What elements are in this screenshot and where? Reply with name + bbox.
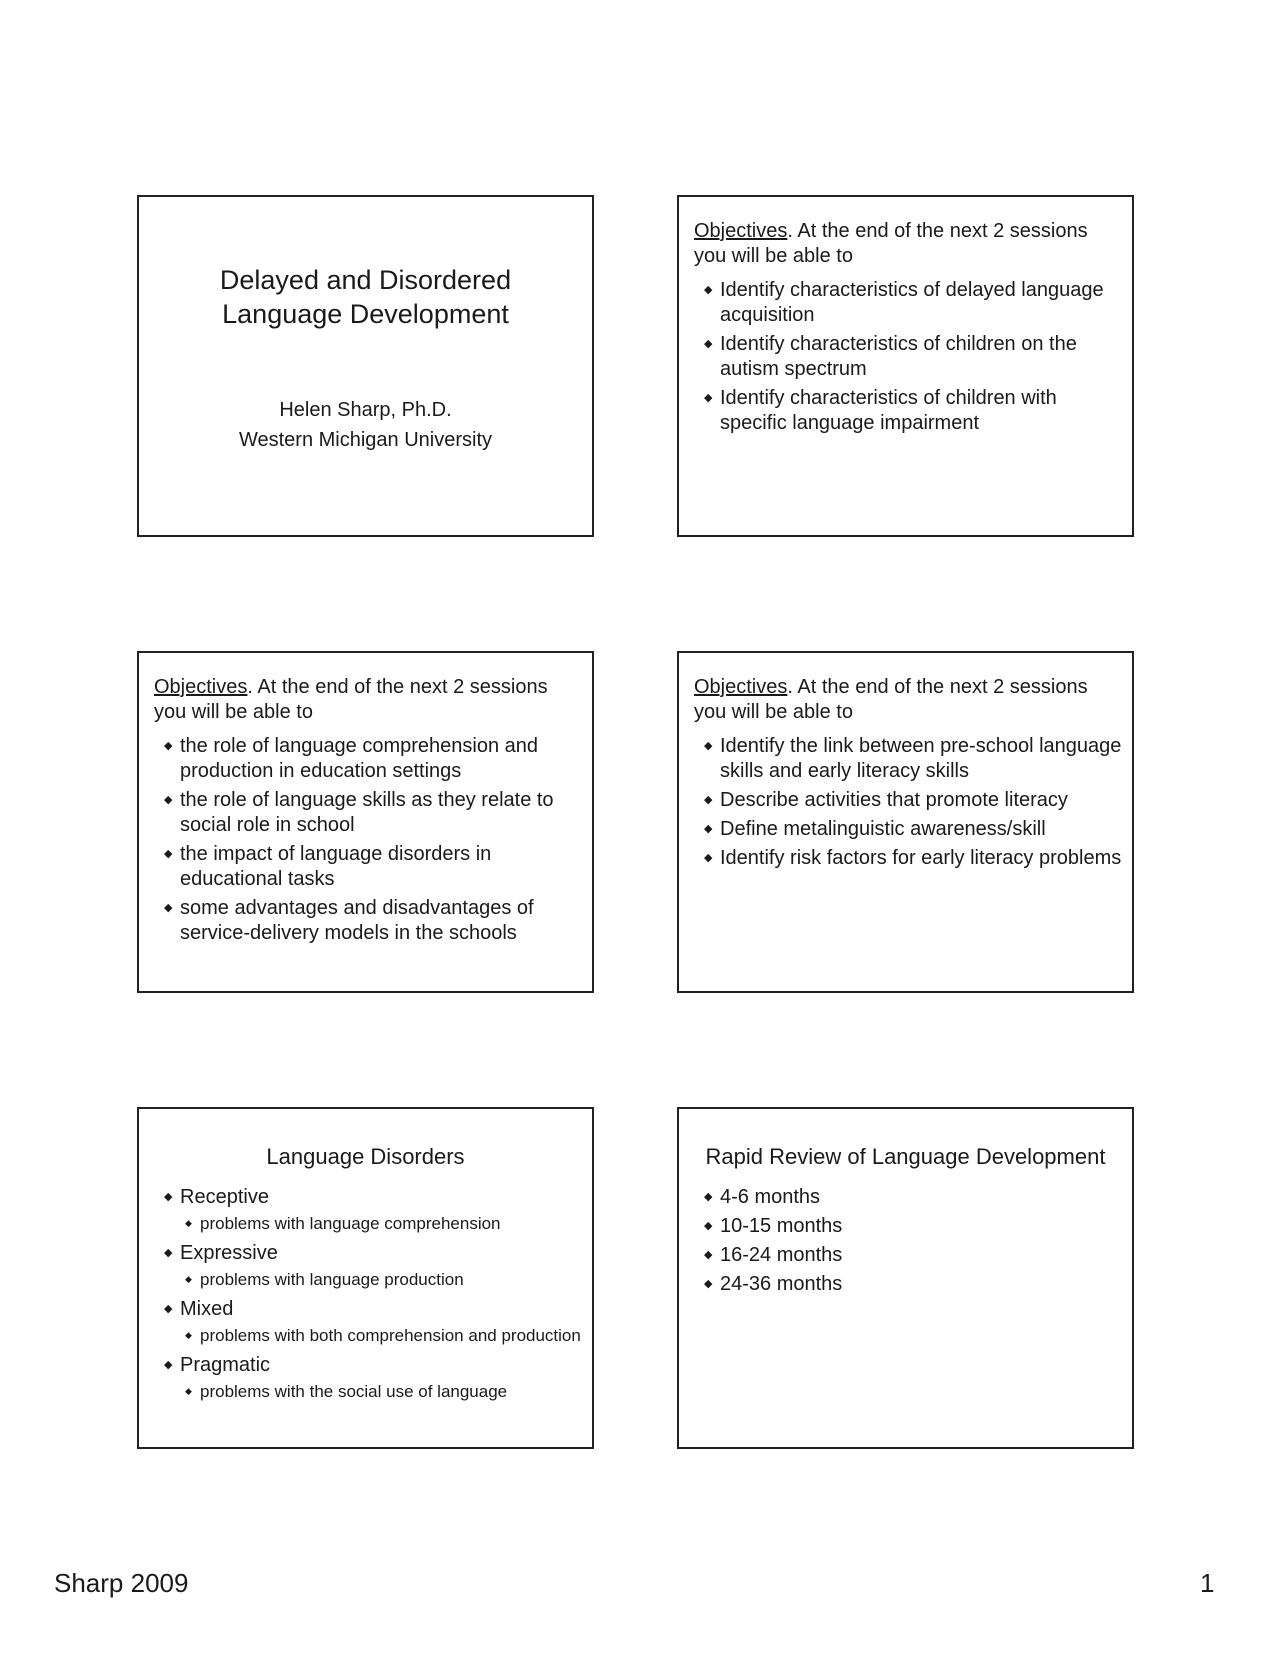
objectives-label: Objectives (154, 676, 248, 698)
slide-objectives-1 (677, 195, 1134, 537)
slide-language-disorders (137, 1107, 594, 1449)
objectives-heading (154, 675, 582, 725)
list-item: ◆ 10-15 months (704, 1215, 843, 1237)
bullet-diamond-icon: ◆ (704, 852, 713, 864)
bullet-diamond-icon: ◆ (164, 848, 173, 860)
bullet-diamond-icon: ◆ (185, 1274, 192, 1284)
bullet-diamond-icon: ◆ (185, 1386, 192, 1396)
bullet-diamond-icon: ◆ (704, 794, 713, 806)
list-item: ◆ Define metalinguistic awareness/skill (704, 818, 1046, 840)
list-item: ◆ Pragmatic (164, 1354, 271, 1376)
slide-title: Rapid Review of Language Development (705, 1144, 1106, 1169)
objectives-heading (694, 219, 1122, 269)
title-line-2: Language Development (222, 299, 509, 329)
objectives-label: Objectives (694, 676, 788, 698)
objectives-intro: . At the end of the next 2 sessions you will be able to (694, 676, 1088, 723)
bullet-diamond-icon: ◆ (164, 1191, 173, 1203)
list-item: ◆ Describe activities that promote literacy (704, 789, 1068, 811)
title-line-1: Delayed and Disordered (219, 265, 512, 295)
list-item: ◆ Identify characteristics of delayed language acquisition (704, 279, 1104, 326)
bullet-diamond-icon: ◆ (164, 794, 173, 806)
list-item: ◆ Identify the link between pre-school language skills and early literacy skills (704, 735, 1122, 782)
list-item: ◆ Identify risk factors for early literacy problems (704, 847, 1122, 869)
list-item: ◆ Expressive (164, 1242, 278, 1264)
bullet-list (163, 1185, 584, 1409)
bullet-diamond-icon: ◆ (704, 740, 713, 752)
bullet-diamond-icon: ◆ (704, 1278, 713, 1290)
bullet-list (703, 278, 1124, 440)
list-item: ◆ Identify characteristics of children on the autism spectrum (704, 333, 1077, 380)
objectives-intro: . At the end of the next 2 sessions you will be able to (154, 676, 548, 723)
list-item: ◆ the role of language skills as they relate to social role in school (164, 789, 554, 836)
slide-title: Language Disorders (266, 1144, 465, 1169)
sub-list-item: ◆ problems with language comprehension (185, 1214, 501, 1233)
page-number: 1 (1200, 1568, 1215, 1598)
bullet-diamond-icon: ◆ (704, 338, 713, 350)
author-name: Helen Sharp, Ph.D. (279, 399, 452, 421)
bullet-list (703, 734, 1124, 875)
bullet-list (163, 734, 584, 950)
list-item: ◆ 16-24 months (704, 1244, 843, 1266)
list-item: ◆ Receptive (164, 1186, 269, 1208)
list-item: ◆ Identify characteristics of children with specific language impairment (704, 387, 1057, 434)
list-item: ◆ the impact of language disorders in educational tasks (164, 843, 492, 890)
bullet-diamond-icon: ◆ (704, 392, 713, 404)
author-affiliation: Western Michigan University (238, 429, 493, 451)
bullet-diamond-icon: ◆ (164, 902, 173, 914)
objectives-label: Objectives (694, 220, 788, 242)
bullet-diamond-icon: ◆ (704, 1191, 713, 1203)
bullet-diamond-icon: ◆ (164, 1247, 173, 1259)
list-item: ◆ 24-36 months (704, 1273, 843, 1295)
bullet-diamond-icon: ◆ (164, 1359, 173, 1371)
footer-author-year: Sharp 2009 (54, 1568, 189, 1598)
bullet-diamond-icon: ◆ (704, 1220, 713, 1232)
slide-title-card (137, 195, 594, 537)
author-block (139, 395, 592, 455)
presentation-title (139, 263, 592, 331)
sub-list-item: ◆ problems with both comprehension and production (185, 1326, 581, 1345)
objectives-heading (694, 675, 1122, 725)
bullet-diamond-icon: ◆ (704, 284, 713, 296)
list-item: ◆ the role of language comprehension and production in education settings (164, 735, 539, 782)
list-item: ◆ some advantages and disadvantages of service-delivery models in the schools (164, 897, 534, 944)
bullet-diamond-icon: ◆ (164, 740, 173, 752)
slide-objectives-3 (677, 651, 1134, 993)
bullet-diamond-icon: ◆ (704, 823, 713, 835)
sub-list-item: ◆ problems with the social use of language (185, 1382, 508, 1401)
bullet-diamond-icon: ◆ (704, 1249, 713, 1261)
objectives-intro: . At the end of the next 2 sessions you will be able to (694, 220, 1088, 267)
sub-list-item: ◆ problems with language production (185, 1270, 464, 1289)
list-item: ◆ 4-6 months (704, 1186, 821, 1208)
list-item: ◆ Mixed (164, 1298, 234, 1320)
bullet-diamond-icon: ◆ (185, 1330, 192, 1340)
bullet-diamond-icon: ◆ (164, 1303, 173, 1315)
slide-rapid-review (677, 1107, 1134, 1449)
slide-objectives-2 (137, 651, 594, 993)
bullet-list (703, 1185, 1124, 1301)
bullet-diamond-icon: ◆ (185, 1218, 192, 1228)
